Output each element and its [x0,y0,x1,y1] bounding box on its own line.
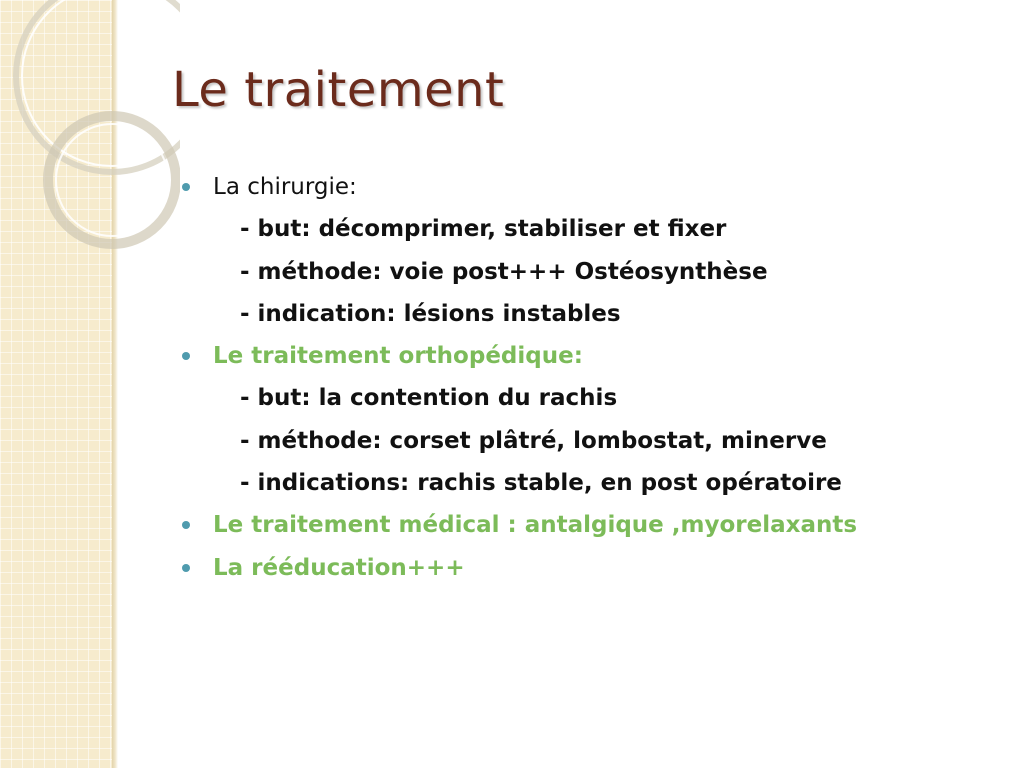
sub-item: - but: décomprimer, stabiliser et fixer [240,216,727,243]
bullet-icon [182,521,190,529]
sub-item: - méthode: corset plâtré, lombostat, minerve [240,427,827,454]
decorative-rings [0,0,180,260]
sub-item: - indication: lésions instables [240,300,621,327]
bullet-item [180,547,1000,589]
bullet-heading-reeducation: La rééducation+++ [213,554,465,581]
bullet-heading-orthopedique: Le traitement orthopédique: [213,343,583,370]
slide-title: Le traitement [172,62,505,118]
bullet-icon [182,183,190,191]
bullet-heading-medical: Le traitement médical : antalgique ,myorelaxants [213,512,858,539]
bullet-icon [182,564,190,572]
sub-item: - méthode: voie post+++ Ostéosynthèse [240,258,768,285]
bullet-item [180,504,1000,546]
bullet-heading-chirurgie: La chirurgie: [213,174,357,200]
sub-item: - but: la contention du rachis [240,385,618,412]
bullet-icon [182,352,190,360]
sub-item: - indications: rachis stable, en post opératoire [240,470,842,497]
bullet-item [180,335,1000,377]
bullet-item [180,166,1000,208]
slide-content [180,166,1000,589]
